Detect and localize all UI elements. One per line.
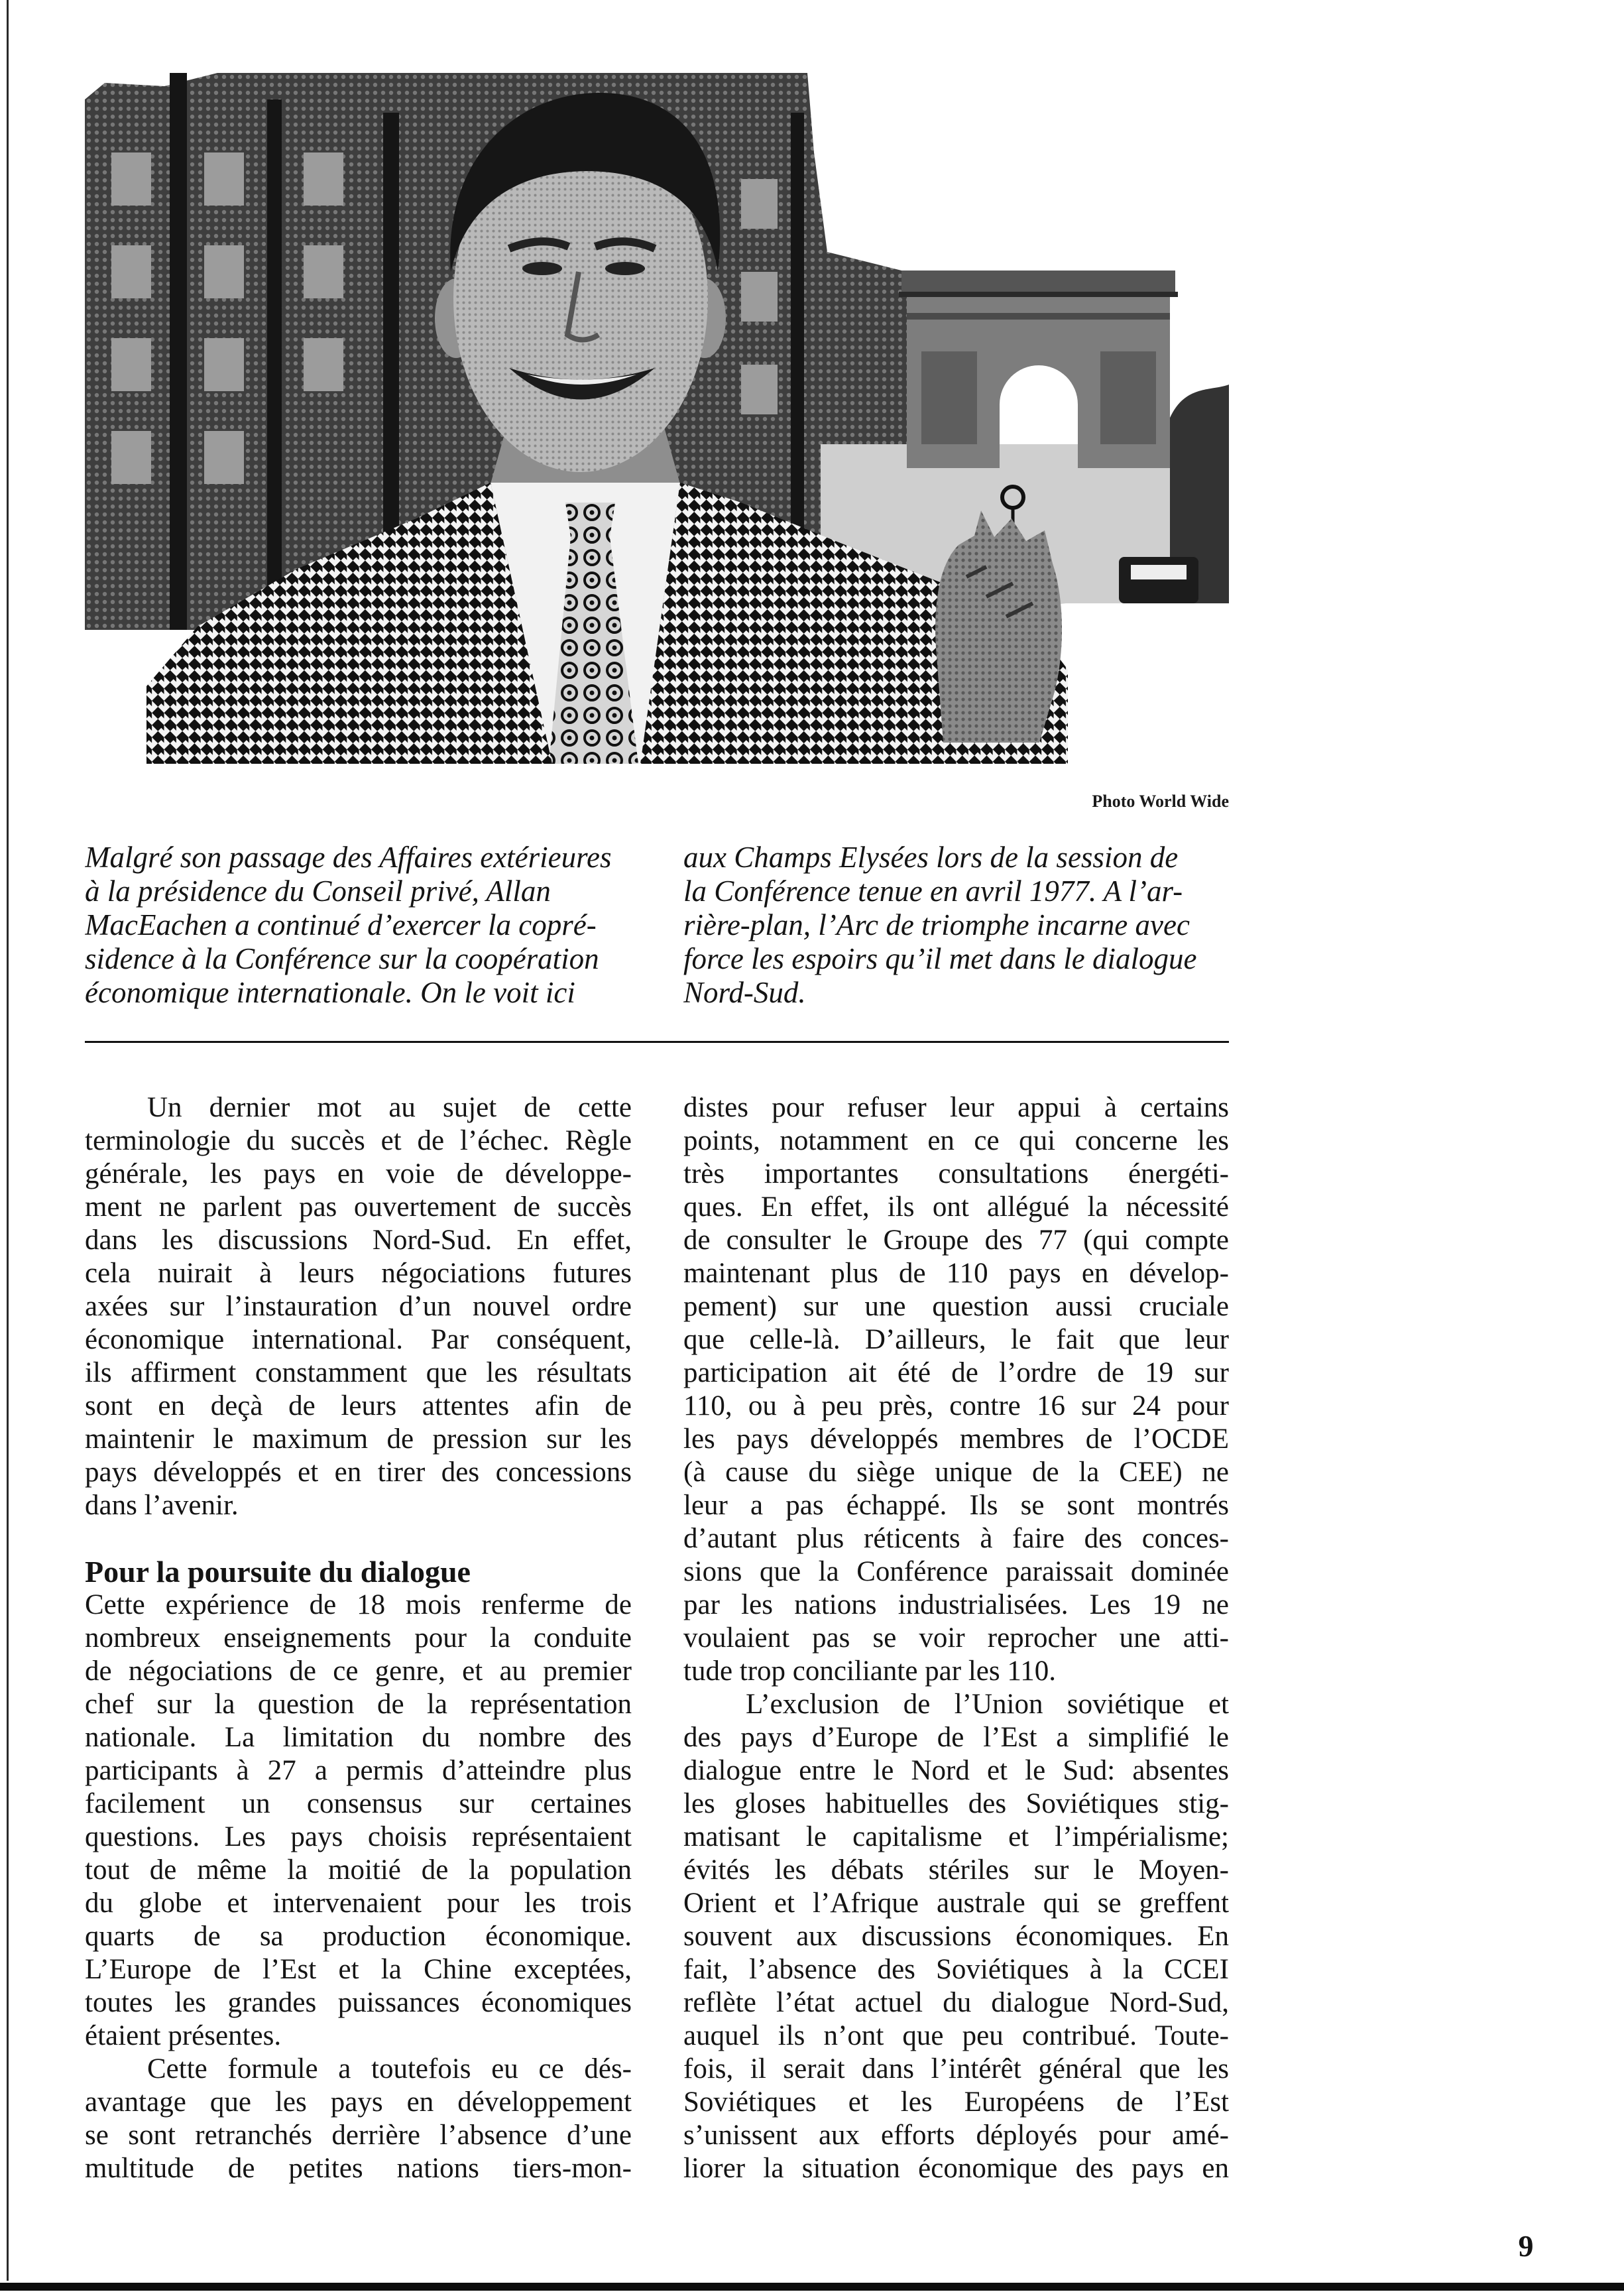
body-line: dans les discussions Nord-Sud. En effet, xyxy=(85,1225,632,1256)
body-line: pement) sur une question aussi cruciale xyxy=(683,1291,1229,1322)
section-heading: Pour la poursuite du dialogue xyxy=(85,1555,471,1589)
body-line: très importantes consultations énergéti- xyxy=(683,1158,1229,1189)
body-line: pays développés et en tirer des concessions xyxy=(85,1457,632,1488)
body-line: fait, l’absence des Soviétiques à la CCEI xyxy=(683,1954,1229,1985)
body-line: cela nuirait à leurs négociations futures xyxy=(85,1258,632,1289)
body-line: nationale. La limitation du nombre des xyxy=(85,1722,632,1753)
body-line: générale, les pays en voie de développe- xyxy=(85,1158,632,1189)
body-line: fois, il serait dans l’intérêt général que les xyxy=(683,2053,1229,2084)
body-line: auquel ils n’ont que peu contribué. Toute- xyxy=(683,2020,1229,2051)
photo-credit: Photo World Wide xyxy=(1092,792,1229,811)
tie-knot xyxy=(565,503,615,537)
body-line: Cette expérience de 18 mois renferme de xyxy=(85,1589,632,1620)
body-line: distes pour refuser leur appui à certains xyxy=(683,1092,1229,1123)
body-right-column xyxy=(683,1091,1229,2185)
body-line: chef sur la question de la représentation xyxy=(85,1689,632,1720)
body-line: participants à 27 a permis d’atteindre plus xyxy=(85,1755,632,1786)
body-line: se sont retranchés derrière l’absence d’une xyxy=(85,2120,632,2151)
body-line: questions. Les pays choisis représentaient xyxy=(85,1821,632,1852)
scan-edge-line xyxy=(7,0,9,2281)
body-line: points, notamment en ce qui concerne les xyxy=(683,1125,1229,1156)
photo xyxy=(85,73,1229,764)
caption-line: rière-plan, l’Arc de triomphe incarne avec xyxy=(683,908,1190,941)
body-line: ques. En effet, ils ont allégué la nécessité xyxy=(683,1191,1229,1223)
body-line: L’Europe de l’Est et la Chine exceptées, xyxy=(85,1954,632,1985)
body-line: de négociations de ce genre, et au premier xyxy=(85,1656,632,1687)
car xyxy=(1119,557,1198,603)
body-line: axées sur l’instauration d’un nouvel ordre xyxy=(85,1291,632,1322)
body-line: facilement un consensus sur certaines xyxy=(85,1788,632,1819)
body-line: tout de même la moitié de la population xyxy=(85,1854,632,1886)
body-line: dialogue entre le Nord et le Sud: absentes xyxy=(683,1755,1229,1786)
body-line: (à cause du siège unique de la CEE) ne xyxy=(683,1457,1229,1488)
body-line: liorer la situation économique des pays en xyxy=(683,2153,1229,2184)
body-line: souvent aux discussions économiques. En xyxy=(683,1921,1229,1952)
caption-line: la Conférence tenue en avril 1977. A l’ar- xyxy=(683,875,1183,908)
body-line: maintenant plus de 110 pays en dévelop- xyxy=(683,1258,1229,1289)
body-line: Orient et l’Afrique australe qui se greffent xyxy=(683,1888,1229,1919)
body-line: toutes les grandes puissances économiques xyxy=(85,1987,632,2018)
body-line: par les nations industrialisées. Les 19 ne xyxy=(683,1589,1229,1620)
body-line: sions que la Conférence paraissait dominée xyxy=(683,1556,1229,1587)
body-line: matisant le capitalisme et l’impérialisme; xyxy=(683,1821,1229,1852)
body-line: Un dernier mot au sujet de cette xyxy=(147,1092,632,1123)
body-line: économique international. Par conséquent, xyxy=(85,1324,632,1355)
body-line: s’unissent aux efforts déployés pour amé- xyxy=(683,2120,1229,2151)
body-line: les gloses habituelles des Soviétiques stig- xyxy=(683,1788,1229,1819)
body-line: maintenir le maximum de pression sur les xyxy=(85,1423,632,1455)
body-line: les pays développés membres de l’OCDE xyxy=(683,1423,1229,1455)
page-number: 9 xyxy=(1518,2229,1534,2263)
body-line: des pays d’Europe de l’Est a simplifié le xyxy=(683,1722,1229,1753)
body-line: terminologie du succès et de l’échec. Règle xyxy=(85,1125,632,1156)
body-line: d’autant plus réticents à faire des conces- xyxy=(683,1523,1229,1554)
body-line: sont en deçà de leurs attentes afin de xyxy=(85,1390,632,1421)
body-line: du globe et intervenaient pour les trois xyxy=(85,1888,632,1919)
body-line: reflète l’état actuel du dialogue Nord-Sud, xyxy=(683,1987,1229,2018)
body-left-column xyxy=(85,1091,632,2185)
caption-line: à la présidence du Conseil privé, Allan xyxy=(85,875,551,908)
body-line: leur a pas échappé. Ils se sont montrés xyxy=(683,1490,1229,1521)
body-line: nombreux enseignements pour la conduite xyxy=(85,1622,632,1654)
body-line: ment ne parlent pas ouvertement de succès xyxy=(85,1191,632,1223)
body-line: Soviétiques et les Européens de l’Est xyxy=(683,2086,1229,2118)
body-line: multitude de petites nations tiers-mon- xyxy=(85,2153,632,2184)
body-line: L’exclusion de l’Union soviétique et xyxy=(746,1689,1229,1720)
body-line: de consulter le Groupe des 77 (qui compte xyxy=(683,1225,1229,1256)
caption-line: économique internationale. On le voit ici xyxy=(85,976,575,1009)
body-line: 110, ou à peu près, contre 16 sur 24 pour xyxy=(683,1390,1229,1421)
caption-line: MacEachen a continué d’exercer la copré- xyxy=(85,908,597,941)
caption-line: aux Champs Elysées lors de la session de xyxy=(683,841,1179,874)
caption-line: sidence à la Conférence sur la coopération xyxy=(85,942,599,975)
arc-de-triomphe xyxy=(899,271,1178,468)
body-line: participation ait été de l’ordre de 19 sur xyxy=(683,1357,1229,1388)
body-line: Cette formule a toutefois eu ce dés- xyxy=(147,2053,632,2084)
paragraph-gap xyxy=(85,1522,632,1555)
body-line: que celle-là. D’ailleurs, le fait que leur xyxy=(683,1324,1229,1355)
body-line: voulaient pas se voir reprocher une atti- xyxy=(683,1622,1229,1654)
caption-right-column xyxy=(683,841,1229,1010)
body-line: quarts de sa production économique. xyxy=(85,1921,632,1952)
caption-line: Malgré son passage des Affaires extérieures xyxy=(85,841,612,874)
caption-line: force les espoirs qu’il met dans le dialogue xyxy=(683,942,1197,975)
caption-line: Nord-Sud. xyxy=(683,976,806,1009)
body-line: dans l’avenir. xyxy=(85,1490,239,1521)
body-line: ils affirment constamment que les résultats xyxy=(85,1357,632,1388)
body-line: étaient présentes. xyxy=(85,2020,282,2051)
body-line: avantage que les pays en développement xyxy=(85,2086,632,2118)
caption-left-column xyxy=(85,841,632,1010)
bottom-edge-band xyxy=(0,2283,1624,2291)
horizontal-rule xyxy=(85,1041,1229,1043)
body-line: évités les débats stériles sur le Moyen- xyxy=(683,1854,1229,1886)
body-line: tude trop conciliante par les 110. xyxy=(683,1656,1057,1687)
